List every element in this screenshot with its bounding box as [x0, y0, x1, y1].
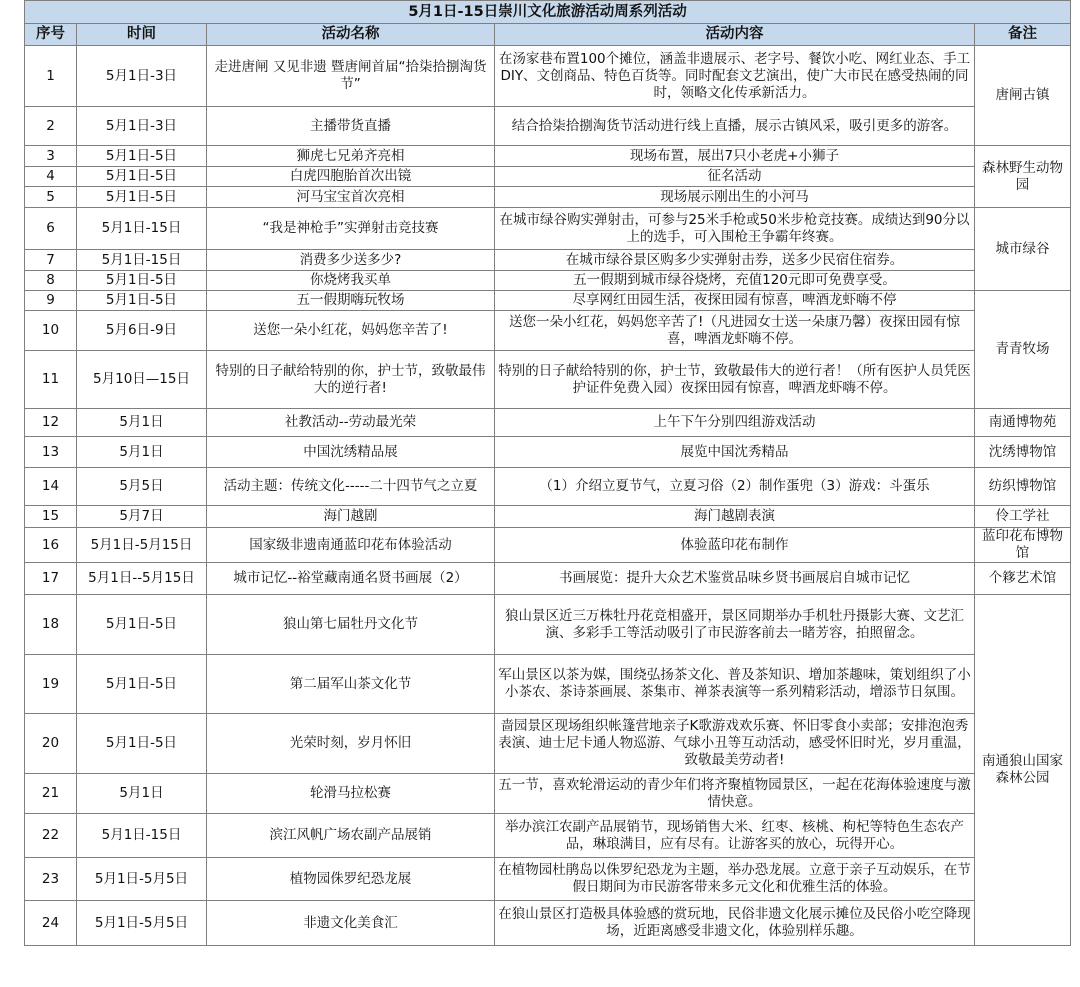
row-activity-name: 白虎四胞胎首次出镜: [207, 167, 495, 187]
row-activity-name: 五一假期嗨玩牧场: [207, 291, 495, 311]
row-activity-content: 啬园景区现场组织帐篷营地亲子K歌游戏欢乐赛、怀旧零食小卖部；安排泡泡秀表演、迪士尼卡通人物巡游、气球小丑等互动活动，感受怀旧时光，岁月重温，致敬最美劳动者!: [495, 714, 975, 774]
row-activity-name: 社教活动--劳动最光荣: [207, 409, 495, 437]
row-index: 14: [25, 468, 77, 506]
row-activity-content: 军山景区以茶为媒，围绕弘扬茶文化、普及茶知识、增加茶趣味，策划组织了小小茶农、茶诗茶画展、茶集市、禅茶表演等一系列精彩活动，增添节日氛围。: [495, 655, 975, 714]
table-row: [25, 107, 1071, 146]
row-time: 5月1日-3日: [77, 107, 207, 146]
row-index: 16: [25, 528, 77, 563]
row-index: 11: [25, 351, 77, 409]
row-time: 5月1日: [77, 409, 207, 437]
row-activity-content: 五一节，喜欢轮滑运动的青少年们将齐聚植物园景区，一起在花海体验速度与激情快意。: [495, 774, 975, 814]
row-time: 5月1日-5月5日: [77, 858, 207, 901]
table-row: [25, 774, 1071, 814]
row-time: 5月1日-5月15日: [77, 528, 207, 563]
table-row: [25, 250, 1071, 271]
row-time: 5月1日-15日: [77, 814, 207, 858]
header-activity-content: 活动内容: [495, 24, 975, 46]
row-activity-content: （1）介绍立夏节气，立夏习俗（2）制作蛋兜（3）游戏：斗蛋乐: [495, 468, 975, 506]
row-activity-content: 在狼山景区打造极具体验感的赏玩地，民俗非遗文化展示摊位及民俗小吃空降现场，近距离感受非遗文化，体验别样乐趣。: [495, 901, 975, 946]
activity-table: [24, 0, 1071, 946]
row-index: 10: [25, 311, 77, 351]
row-index: 4: [25, 167, 77, 187]
row-index: 5: [25, 187, 77, 208]
row-activity-content: 体验蓝印花布制作: [495, 528, 975, 563]
row-index: 7: [25, 250, 77, 271]
row-remark-venue: 蓝印花布博物馆: [975, 528, 1071, 563]
row-index: 9: [25, 291, 77, 311]
table-row: [25, 271, 1071, 291]
row-time: 5月1日-3日: [77, 46, 207, 107]
row-index: 21: [25, 774, 77, 814]
row-activity-content: 在城市绿谷购实弹射击，可参与25米手枪或50米步枪竞技赛。成绩达到90分以上的选手，可入围枪王争霸年终赛。: [495, 208, 975, 250]
row-time: 5月1日-15日: [77, 250, 207, 271]
row-activity-name: 消费多少送多少?: [207, 250, 495, 271]
row-time: 5月1日-5日: [77, 187, 207, 208]
header-time: 时间: [77, 24, 207, 46]
row-activity-content: 尽享网红田园生活，夜探田园有惊喜，啤酒龙虾嗨不停: [495, 291, 975, 311]
table-row: [25, 595, 1071, 655]
table-row: [25, 655, 1071, 714]
row-time: 5月1日-5日: [77, 655, 207, 714]
row-activity-name: 主播带货直播: [207, 107, 495, 146]
table-row: [25, 291, 1071, 311]
table-row: [25, 146, 1071, 167]
row-activity-name: 非遗文化美食汇: [207, 901, 495, 946]
row-remark-venue: 城市绿谷: [975, 208, 1071, 291]
row-time: 5月1日: [77, 437, 207, 468]
table-row: [25, 409, 1071, 437]
row-activity-name: 特别的日子献给特别的你，护士节，致敬最伟大的逆行者!: [207, 351, 495, 409]
row-index: 1: [25, 46, 77, 107]
header-activity-name: 活动名称: [207, 24, 495, 46]
table-row: [25, 468, 1071, 506]
row-activity-content: 送您一朵小红花，妈妈您辛苦了!（凡进园女士送一朵康乃馨）夜探田园有惊喜，啤酒龙虾嗨不停。: [495, 311, 975, 351]
row-activity-name: 送您一朵小红花，妈妈您辛苦了!: [207, 311, 495, 351]
table-row: [25, 208, 1071, 250]
row-activity-content: 上午下午分别四组游戏活动: [495, 409, 975, 437]
table-title: 5月1日-15日崇川文化旅游活动周系列活动: [25, 1, 1071, 24]
row-index: 20: [25, 714, 77, 774]
table-row: [25, 563, 1071, 595]
row-activity-name: 植物园侏罗纪恐龙展: [207, 858, 495, 901]
table-row: [25, 46, 1071, 107]
table-row: [25, 714, 1071, 774]
row-activity-name: 狮虎七兄弟齐亮相: [207, 146, 495, 167]
row-activity-content: 在植物园杜鹃岛以侏罗纪恐龙为主题，举办恐龙展。立意于亲子互动娱乐，在节假日期间为市民游客带来多元文化和优雅生活的体验。: [495, 858, 975, 901]
row-activity-name: 中国沈绣精品展: [207, 437, 495, 468]
table-row: [25, 351, 1071, 409]
row-time: 5月10日—15日: [77, 351, 207, 409]
row-activity-content: 现场布置，展出7只小老虎+小狮子: [495, 146, 975, 167]
table-row: [25, 506, 1071, 528]
row-remark-venue: 南通博物苑: [975, 409, 1071, 437]
row-time: 5月1日-5日: [77, 714, 207, 774]
row-activity-name: 河马宝宝首次亮相: [207, 187, 495, 208]
table-row: [25, 311, 1071, 351]
row-index: 15: [25, 506, 77, 528]
table-row: [25, 437, 1071, 468]
header-index: 序号: [25, 24, 77, 46]
row-activity-content: 狼山景区近三万株牡丹花竞相盛开，景区同期举办手机牡丹摄影大赛、文艺汇演、多彩手工等活动吸引了市民游客前去一睹芳容，拍照留念。: [495, 595, 975, 655]
row-index: 22: [25, 814, 77, 858]
row-remark-venue: 唐闸古镇: [975, 46, 1071, 146]
row-activity-content: 展览中国沈秀精品: [495, 437, 975, 468]
row-index: 13: [25, 437, 77, 468]
row-activity-name: 活动主题：传统文化-----二十四节气之立夏: [207, 468, 495, 506]
row-activity-content: 结合拾柒拾捌淘货节活动进行线上直播，展示古镇风采，吸引更多的游客。: [495, 107, 975, 146]
table-row: [25, 901, 1071, 946]
row-activity-content: 在城市绿谷景区购多少实弹射击券，送多少民宿住宿券。: [495, 250, 975, 271]
row-remark-venue: 森林野生动物园: [975, 146, 1071, 208]
table-row: [25, 814, 1071, 858]
row-index: 18: [25, 595, 77, 655]
row-index: 3: [25, 146, 77, 167]
row-activity-name: 光荣时刻，岁月怀旧: [207, 714, 495, 774]
row-index: 2: [25, 107, 77, 146]
row-activity-name: 第二届军山茶文化节: [207, 655, 495, 714]
row-activity-content: 特别的日子献给特别的你，护士节，致敬最伟大的逆行者！（所有医护人员凭医护证件免费入园）夜探田园有惊喜，啤酒龙虾嗨不停。: [495, 351, 975, 409]
table-row: [25, 167, 1071, 187]
row-activity-name: “我是神枪手”实弹射击竞技赛: [207, 208, 495, 250]
row-activity-content: 现场展示刚出生的小河马: [495, 187, 975, 208]
row-activity-name: 走进唐闸 又见非遗 暨唐闸首届“拾柒拾捌淘货节”: [207, 46, 495, 107]
row-remark-venue: 个簃艺术馆: [975, 563, 1071, 595]
row-activity-content: 书画展览：提升大众艺术鉴赏品味乡贤书画展启自城市记忆: [495, 563, 975, 595]
row-activity-name: 滨江风帆广场农副产品展销: [207, 814, 495, 858]
row-activity-name: 国家级非遗南通蓝印花布体验活动: [207, 528, 495, 563]
row-activity-name: 城市记忆--裕堂藏南通名贤书画展（2）: [207, 563, 495, 595]
row-remark-venue: 沈绣博物馆: [975, 437, 1071, 468]
table-row: [25, 858, 1071, 901]
row-time: 5月6日-9日: [77, 311, 207, 351]
row-index: 17: [25, 563, 77, 595]
row-index: 19: [25, 655, 77, 714]
row-time: 5月1日--5月15日: [77, 563, 207, 595]
row-activity-name: 轮滑马拉松赛: [207, 774, 495, 814]
row-activity-content: 征名活动: [495, 167, 975, 187]
row-activity-content: 海门越剧表演: [495, 506, 975, 528]
table-body: [25, 46, 1071, 946]
row-activity-content: 举办滨江农副产品展销节，现场销售大米、红枣、核桃、枸杞等特色生态农产品，琳琅满目，应有尽有。让游客买的放心，玩得开心。: [495, 814, 975, 858]
row-time: 5月1日-5月5日: [77, 901, 207, 946]
activity-table-container: [24, 0, 1070, 946]
row-time: 5月1日: [77, 774, 207, 814]
row-index: 6: [25, 208, 77, 250]
row-activity-content: 五一假期到城市绿谷烧烤，充值120元即可免费享受。: [495, 271, 975, 291]
row-activity-content: 在汤家巷布置100个摊位，涵盖非遗展示、老字号、餐饮小吃、网红业态、手工DIY、文创商品、特色百货等。同时配套文艺演出，使广大市民在感受热闹的同时，领略文化传承新活力。: [495, 46, 975, 107]
row-time: 5月1日-5日: [77, 291, 207, 311]
row-time: 5月1日-5日: [77, 595, 207, 655]
row-time: 5月7日: [77, 506, 207, 528]
row-index: 12: [25, 409, 77, 437]
table-row: [25, 528, 1071, 563]
row-remark-venue: 伶工学社: [975, 506, 1071, 528]
row-index: 24: [25, 901, 77, 946]
row-remark-venue: 南通狼山国家森林公园: [975, 595, 1071, 946]
header-remarks: 备注: [975, 24, 1071, 46]
row-index: 8: [25, 271, 77, 291]
table-row: [25, 187, 1071, 208]
row-activity-name: 狼山第七届牡丹文化节: [207, 595, 495, 655]
row-index: 23: [25, 858, 77, 901]
row-activity-name: 你烧烤我买单: [207, 271, 495, 291]
row-time: 5月1日-15日: [77, 208, 207, 250]
row-remark-venue: 纺织博物馆: [975, 468, 1071, 506]
row-time: 5月5日: [77, 468, 207, 506]
row-time: 5月1日-5日: [77, 146, 207, 167]
row-time: 5月1日-5日: [77, 167, 207, 187]
row-activity-name: 海门越剧: [207, 506, 495, 528]
row-remark-venue: 青青牧场: [975, 291, 1071, 409]
row-time: 5月1日-5日: [77, 271, 207, 291]
